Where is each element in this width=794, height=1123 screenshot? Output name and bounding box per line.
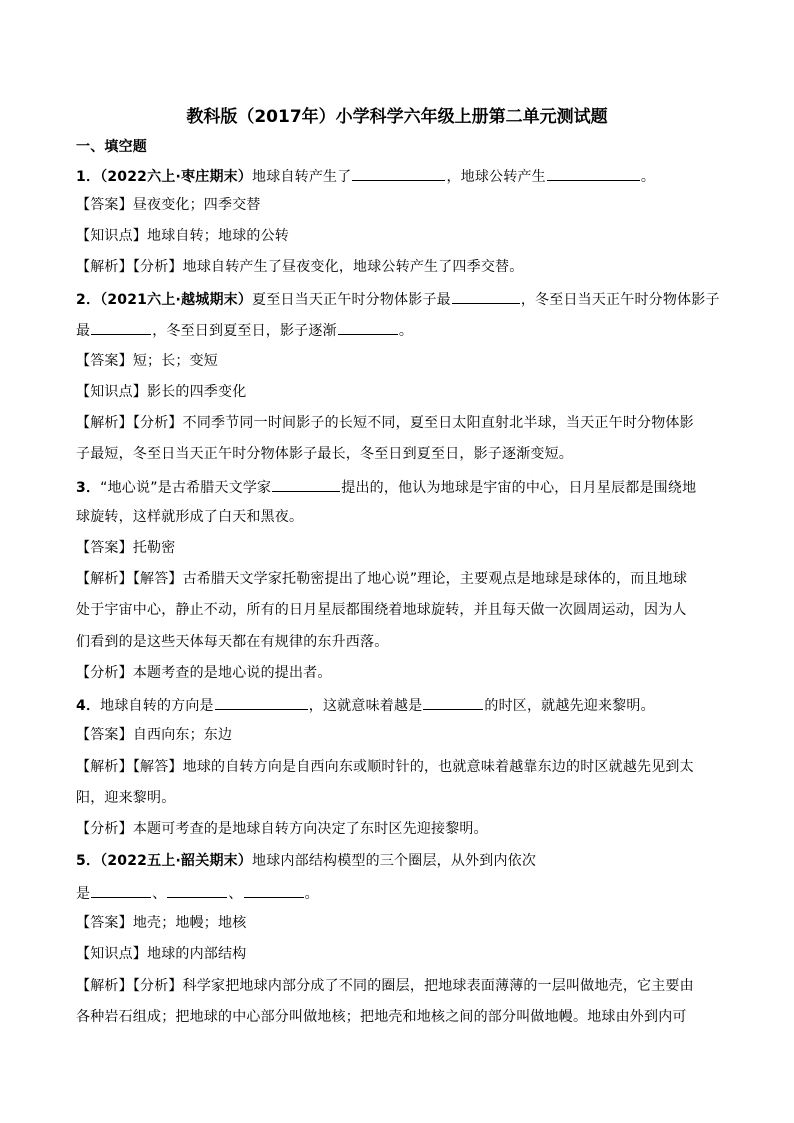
answer-label: 【答案】: [76, 727, 133, 743]
question-text: 地球自转的方向是: [100, 698, 214, 714]
analysis-line: [76, 976, 736, 996]
question-source: （2022五上·韶关期末）: [100, 853, 253, 869]
answer-blank: [423, 694, 483, 710]
question-text: 夏至日当天正午时分物体影子最: [252, 292, 451, 308]
answer-blank: [91, 882, 151, 898]
answer-text: 短；长；变短: [132, 353, 219, 369]
question-text: “地心说”是古希腊天文学家: [100, 480, 272, 496]
question-text: 。: [398, 323, 414, 339]
question-number: 2．: [76, 292, 101, 308]
answer-blank: [338, 319, 398, 335]
answer-blank: [91, 319, 151, 335]
question-5-cont: [76, 882, 736, 904]
fenxi-label: 【分析】: [132, 978, 183, 994]
answer-blank: [272, 476, 340, 492]
question-3: [76, 476, 736, 498]
knowledge-text: 地球的内部结构: [147, 946, 247, 962]
knowledge-label: 【知识点】: [76, 946, 147, 962]
analysis-text: 不同季节同一时间影子的长短不同，夏至日太阳直射北半球，当天正午时分物体影: [182, 415, 694, 431]
question-text: 的时区，就越先迎来黎明。: [484, 698, 655, 714]
question-number: 1．: [76, 169, 101, 185]
analysis-line-cont: 子最短，冬至日当天正午时分物体影子最长，冬至日到夏至日，影子逐渐变短。: [76, 446, 573, 462]
question-1: [76, 165, 736, 187]
analysis-label: 【解析】: [76, 415, 133, 431]
analysis-label: 【解析】: [76, 978, 133, 994]
analysis-label: 【解析】: [76, 759, 133, 775]
analysis-label: 【解析】: [76, 259, 133, 275]
fenxi-text: 本题考查的是地心说的提出者。: [132, 665, 332, 681]
question-number: 4．: [76, 698, 101, 714]
answer-label: 【答案】: [76, 353, 133, 369]
question-text: 提出的，他认为地球是宇宙的中心，日月星辰都是围绕地: [341, 480, 697, 496]
question-text: ，冬至日当天正午时分物体影子: [520, 292, 720, 308]
analysis-line: [76, 413, 736, 433]
question-text: 。: [304, 886, 319, 902]
analysis-text: 古希腊天文学家托勒密提出了地心说”理论，主要观点是地球是球体的，而且地球: [182, 571, 688, 587]
analysis-line-cont: 处于宇宙中心，静止不动，所有的日月星辰都围绕着地球旋转，并且每天做一次圆周运动，因为人: [76, 602, 687, 618]
analysis-label: 【解析】: [76, 571, 133, 587]
separator: 、: [152, 886, 167, 902]
question-2-cont: [76, 319, 736, 341]
answer-label: 【答案】: [76, 197, 133, 213]
answer-line: [76, 351, 736, 371]
answer-text: 地壳；地幔；地核: [132, 915, 247, 931]
question-text: 地球自转产生了: [252, 169, 352, 185]
question-source: （2022六上·枣庄期末）: [100, 169, 253, 185]
question-4: [76, 694, 736, 716]
question-source: （2021六上·越城期末）: [100, 292, 253, 308]
answer-text: 自西向东；东边: [132, 727, 233, 743]
knowledge-line: [76, 944, 736, 964]
analysis-line: [76, 757, 736, 777]
fenxi-label: 【分析】: [76, 821, 133, 837]
knowledge-text: 影长的四季变化: [147, 384, 247, 400]
question-5: [76, 851, 736, 871]
knowledge-line: [76, 382, 736, 402]
question-2: [76, 288, 736, 310]
analysis-line: [76, 257, 736, 277]
analysis-line-cont: 阳，迎来黎明。: [76, 790, 176, 806]
question-number: 3．: [76, 480, 101, 496]
jieda-label: 【解答】: [132, 759, 183, 775]
fenxi-label: 【分析】: [132, 415, 183, 431]
knowledge-text: 地球自转；地球的公转: [147, 228, 289, 244]
question-text: 最: [76, 323, 91, 339]
answer-blank: [452, 288, 520, 304]
answer-line: [76, 195, 736, 215]
answer-line: [76, 538, 736, 558]
analysis-text: 地球的自转方向是自西向东或顺时针的，也就意味着越靠东边的时区就越先见到太: [182, 759, 694, 775]
knowledge-label: 【知识点】: [76, 228, 147, 244]
separator: 、: [228, 886, 243, 902]
question-3-cont: 球旋转，这样就形成了白天和黑夜。: [76, 509, 304, 525]
fenxi-line: [76, 819, 736, 839]
answer-line: [76, 725, 736, 745]
section-heading: 一、填空题: [76, 139, 147, 155]
question-text: 。: [640, 169, 656, 185]
analysis-text: 地球自转产生了昼夜变化，地球公转产生了四季交替。: [182, 259, 524, 275]
question-text: 地球内部结构模型的三个圈层，从外到内依次: [252, 853, 537, 869]
answer-blank: [167, 882, 227, 898]
analysis-line-cont: 各种岩石组成；把地球的中心部分叫做地核；把地壳和地核之间的部分叫做地幔。地球由外到内可: [76, 1009, 687, 1025]
answer-blank: [244, 882, 304, 898]
answer-blank: [352, 165, 445, 181]
answer-line: [76, 913, 736, 933]
jieda-label: 【解答】: [132, 571, 183, 587]
question-number: 5．: [76, 853, 101, 869]
fenxi-label: 【分析】: [132, 259, 183, 275]
knowledge-label: 【知识点】: [76, 384, 147, 400]
answer-text: 昼夜变化；四季交替: [132, 197, 261, 213]
fenxi-line: [76, 663, 736, 683]
analysis-text: 科学家把地球内部分成了不同的圈层，把地球表面薄薄的一层叫做地壳，它主要由: [182, 978, 694, 994]
answer-label: 【答案】: [76, 915, 133, 931]
knowledge-line: [76, 226, 736, 246]
analysis-line-cont: 们看到的是这些天体每天都在有规律的东升西落。: [76, 634, 389, 650]
question-text: 是: [76, 886, 91, 902]
fenxi-text: 本题可考查的是地球自转方向决定了东时区先迎接黎明。: [132, 821, 488, 837]
answer-blank: [547, 165, 640, 181]
answer-text: 托勒密: [132, 540, 176, 556]
question-text: ，冬至日到夏至日，影子逐渐: [152, 323, 337, 339]
analysis-line: [76, 569, 736, 589]
answer-label: 【答案】: [76, 540, 133, 556]
page-title: 教科版（2017年）小学科学六年级上册第二单元测试题: [186, 107, 608, 127]
answer-blank: [215, 694, 308, 710]
question-text: ，地球公转产生: [446, 169, 546, 185]
question-text: ，这就意味着越是: [308, 698, 423, 714]
fenxi-label: 【分析】: [76, 665, 133, 681]
